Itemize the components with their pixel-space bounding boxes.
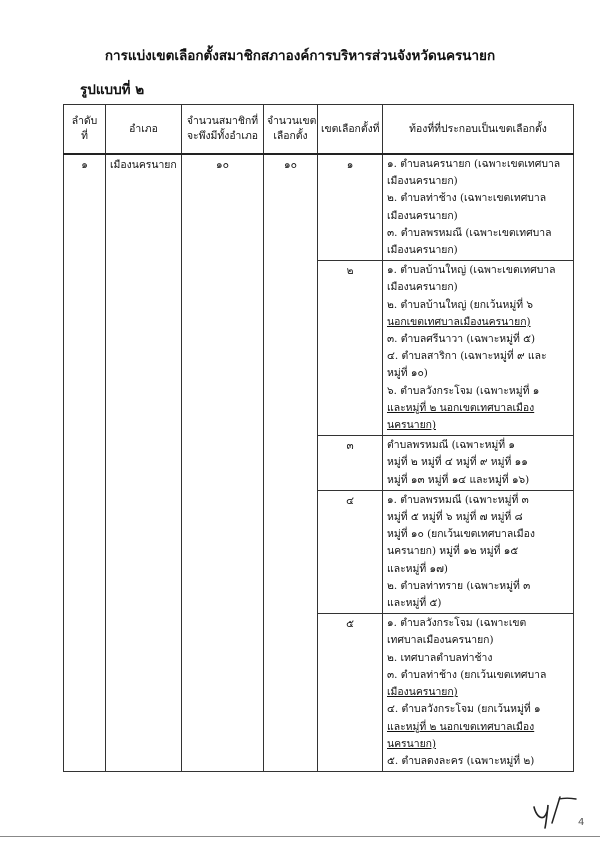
area-line: เมืองนครนายก) — [387, 175, 458, 188]
cell-amphoe: เมืองนครนายก — [106, 154, 182, 772]
area-line: หมู่ที่ ๕ หมู่ที่ ๖ หมู่ที่ ๗ หมู่ที่ ๘ — [387, 511, 523, 524]
area-line: นครนายก) หมู่ที่ ๑๒ หมู่ที่ ๑๕ — [387, 545, 519, 558]
cell-district-number: ๓ — [318, 436, 383, 491]
area-line: ๖. ตำบลวังกระโจม (เฉพาะหมู่ที่ ๑ — [387, 384, 540, 397]
area-line: ๓. ตำบลพรหมณี (เฉพาะเขตเทศบาล — [387, 226, 552, 239]
cell-area — [383, 154, 574, 261]
area-line: ๒. ตำบลบ้านใหญ่ (ยกเว้นหมู่ที่ ๖ — [387, 298, 533, 311]
area-line: เมืองนครนายก) — [387, 209, 458, 222]
area-line: ๑. ตำบลวังกระโจม (เฉพาะเขต — [387, 617, 527, 630]
cell-members: ๑๐ — [182, 154, 264, 772]
area-line: ๑. ตำบลบ้านใหญ่ (เฉพาะเขตเทศบาล — [387, 264, 556, 277]
header-district-no: เขตเลือกตั้งที่ — [318, 105, 383, 155]
area-line: ๔. ตำบลสาริกา (เฉพาะหมู่ที่ ๙ และ — [387, 350, 547, 363]
cell-area — [383, 261, 574, 436]
area-line: เมืองนครนายก) — [387, 686, 458, 699]
area-line: ๕. ตำบลดงละคร (เฉพาะหมู่ที่ ๒) — [387, 754, 535, 767]
area-line: ๑. ตำบลนครนายก (เฉพาะเขตเทศบาล — [387, 158, 561, 170]
cell-area — [383, 436, 574, 491]
cell-area — [383, 614, 574, 772]
area-line: และหมู่ที่ ๒ นอกเขตเทศบาลเมือง — [387, 720, 535, 733]
header-seq: ลำดับ ที่ — [64, 105, 106, 155]
area-line: เมืองนครนายก) — [387, 244, 458, 257]
header-area: ท้องที่ที่ประกอบเป็นเขตเลือกตั้ง — [383, 105, 574, 155]
signature-mark — [526, 793, 586, 829]
cell-district-number: ๒ — [318, 261, 383, 436]
header-members: จำนวนสมาชิกที่ จะพึงมีทั้งอำเภอ — [182, 105, 264, 155]
area-line: และหมู่ที่ ๑๗) — [387, 562, 448, 575]
area-line: ๓. ตำบลศรีนาวา (เฉพาะหมู่ที่ ๕) — [387, 333, 536, 346]
cell-districts: ๑๐ — [264, 154, 318, 772]
area-line: ตำบลพรหมณี (เฉพาะหมู่ที่ ๑ — [387, 439, 516, 452]
area-line: หมู่ที่ ๑๐ (ยกเว้นเขตเทศบาลเมือง — [387, 528, 535, 541]
area-line: เมืองนครนายก) — [387, 281, 458, 294]
table-header-row — [64, 105, 574, 155]
page-mark: 4 — [578, 817, 585, 828]
area-line: และหมู่ที่ ๕) — [387, 597, 442, 610]
header-amphoe: อำเภอ — [106, 105, 182, 155]
area-line: ๒. ตำบลท่าทราย (เฉพาะหมู่ที่ ๓ — [387, 579, 531, 592]
area-line: นครนายก) — [387, 419, 437, 432]
header-districts: จำนวนเขต เลือกตั้ง — [264, 105, 318, 155]
area-line: ๒. เทศบาลตำบลท่าช้าง — [387, 651, 493, 664]
area-line: นครนายก) — [387, 737, 437, 750]
area-line: ๓. ตำบลท่าช้าง (ยกเว้นเขตเทศบาล — [387, 668, 547, 681]
area-line: นอกเขตเทศบาลเมืองนครนายก) — [387, 315, 531, 328]
area-line: หมู่ที่ ๒ หมู่ที่ ๔ หมู่ที่ ๙ หมู่ที่ ๑๑ — [387, 456, 528, 469]
cell-area — [383, 490, 574, 613]
area-line: เทศบาลเมืองนครนายก) — [387, 634, 494, 647]
area-line: ๑. ตำบลพรหมณี (เฉพาะหมู่ที่ ๓ — [387, 493, 529, 506]
cell-seq: ๑ — [64, 154, 106, 772]
area-line: หมู่ที่ ๑๐) — [387, 367, 428, 380]
cell-district-number: ๔ — [318, 490, 383, 613]
cell-district-number: ๕ — [318, 614, 383, 772]
footer-rule — [0, 836, 600, 837]
area-line: หมู่ที่ ๑๓ หมู่ที่ ๑๔ และหมู่ที่ ๑๖) — [387, 473, 530, 486]
district-table — [63, 104, 574, 772]
area-line: ๔. ตำบลวังกระโจม (ยกเว้นหมู่ที่ ๑ — [387, 703, 541, 716]
area-line: ๒. ตำบลท่าช้าง (เฉพาะเขตเทศบาล — [387, 192, 547, 205]
page-title: การแบ่งเขตเลือกตั้งสมาชิกสภาองค์การบริหารส่วนจังหวัดนครนายก — [104, 48, 496, 64]
form-label: รูปแบบที่ ๒ — [80, 82, 145, 98]
table-row — [64, 154, 574, 261]
area-line: และหมู่ที่ ๒ นอกเขตเทศบาลเมือง — [387, 401, 535, 414]
cell-district-number: ๑ — [318, 154, 383, 261]
